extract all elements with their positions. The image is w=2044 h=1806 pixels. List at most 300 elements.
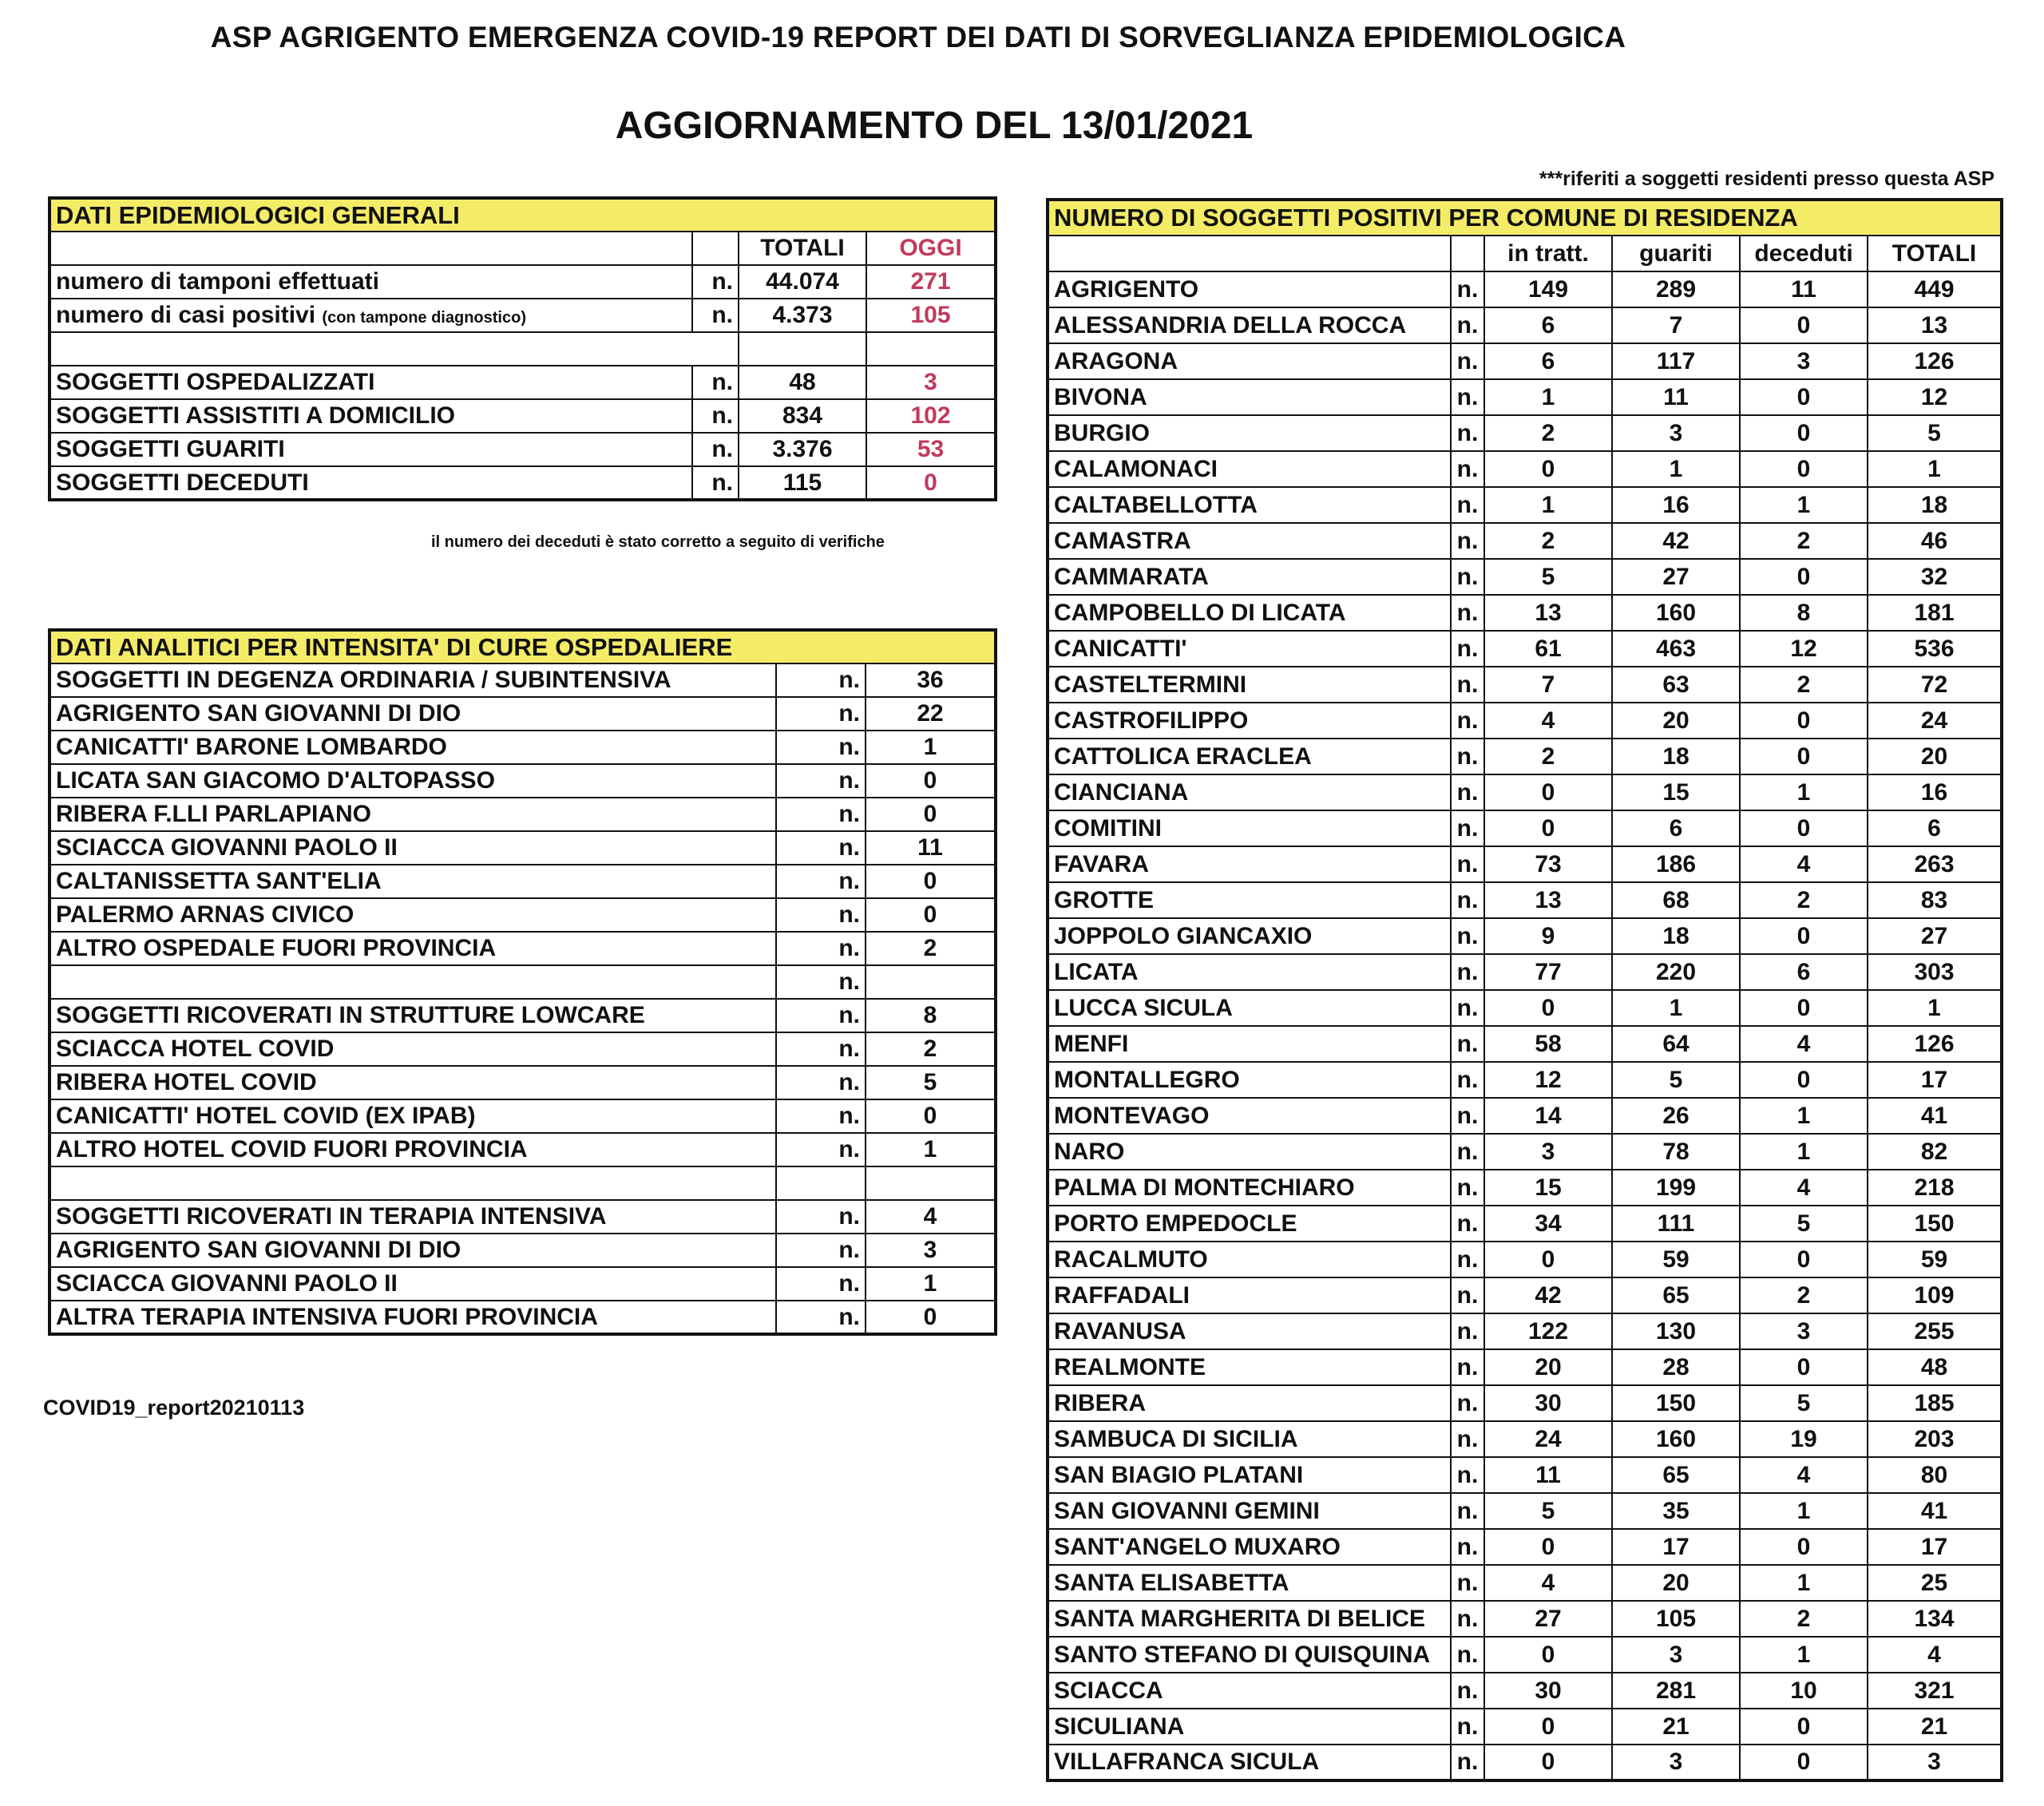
hospital-table-row bbox=[50, 1166, 996, 1200]
municipality-guariti: 1 bbox=[1612, 451, 1740, 487]
municipality-name: GROTTE bbox=[1048, 882, 1451, 918]
hospital-row-value: 1 bbox=[866, 731, 996, 764]
general-row-unit: n. bbox=[692, 299, 739, 332]
municipality-deceduti: 1 bbox=[1740, 1098, 1868, 1134]
col-totali: TOTALI bbox=[739, 232, 866, 265]
municipality-deceduti: 0 bbox=[1740, 703, 1868, 739]
hospital-row-label: ALTRO OSPEDALE FUORI PROVINCIA bbox=[50, 932, 776, 965]
hospital-row-unit: n. bbox=[776, 1032, 866, 1066]
hospital-table-row bbox=[50, 865, 996, 898]
municipality-in-tratt: 12 bbox=[1484, 1062, 1612, 1098]
hospital-row-unit: n. bbox=[776, 898, 866, 932]
hospital-row-value: 22 bbox=[866, 697, 996, 731]
municipality-unit: n. bbox=[1451, 1637, 1484, 1673]
municipality-name: RIBERA bbox=[1048, 1385, 1451, 1421]
report-title: ASP AGRIGENTO EMERGENZA COVID-19 REPORT DEI DATI DI SORVEGLIANZA EPIDEMIOLOGICA bbox=[210, 21, 1626, 53]
hospital-row-unit: n. bbox=[776, 1267, 866, 1301]
hospital-row-value: 11 bbox=[866, 831, 996, 865]
municipality-guariti: 289 bbox=[1612, 271, 1740, 307]
hospital-table-row bbox=[50, 1267, 996, 1301]
general-row-unit: n. bbox=[692, 399, 739, 433]
municipality-unit: n. bbox=[1451, 1529, 1484, 1565]
col-guariti: guariti bbox=[1612, 236, 1740, 271]
municipality-in-tratt: 30 bbox=[1484, 1385, 1612, 1421]
municipality-totali: 1 bbox=[1868, 451, 2002, 487]
municipality-row bbox=[1048, 1098, 2002, 1134]
municipality-totali: 181 bbox=[1868, 595, 2002, 631]
municipality-name: CAMASTRA bbox=[1048, 523, 1451, 559]
municipality-in-tratt: 14 bbox=[1484, 1098, 1612, 1134]
municipality-unit: n. bbox=[1451, 595, 1484, 631]
municipality-deceduti: 0 bbox=[1740, 1745, 1868, 1780]
hospital-row-unit: n. bbox=[776, 1234, 866, 1267]
municipality-in-tratt: 20 bbox=[1484, 1349, 1612, 1385]
general-row-totali: 834 bbox=[739, 399, 866, 433]
municipality-row bbox=[1048, 1026, 2002, 1062]
municipality-guariti: 6 bbox=[1612, 810, 1740, 846]
municipality-guariti: 150 bbox=[1612, 1385, 1740, 1421]
hospital-table-row bbox=[50, 1099, 996, 1133]
municipality-row bbox=[1048, 1673, 2002, 1709]
municipality-table bbox=[1046, 198, 2003, 1782]
municipality-totali: 41 bbox=[1868, 1493, 2002, 1529]
general-row-oggi: 0 bbox=[866, 466, 996, 500]
hospital-row-label: AGRIGENTO SAN GIOVANNI DI DIO bbox=[50, 697, 776, 731]
municipality-totali: 27 bbox=[1868, 918, 2002, 954]
municipality-deceduti: 4 bbox=[1740, 1457, 1868, 1493]
municipality-row bbox=[1048, 882, 2002, 918]
municipality-deceduti: 6 bbox=[1740, 954, 1868, 990]
municipality-in-tratt: 7 bbox=[1484, 667, 1612, 703]
municipality-deceduti: 0 bbox=[1740, 739, 1868, 774]
municipality-unit: n. bbox=[1451, 774, 1484, 810]
municipality-totali: 4 bbox=[1868, 1637, 2002, 1673]
municipality-in-tratt: 1 bbox=[1484, 379, 1612, 415]
hospital-table-row bbox=[50, 898, 996, 932]
hospital-row-unit: n. bbox=[776, 999, 866, 1032]
municipality-name: CANICATTI' bbox=[1048, 631, 1451, 667]
hospital-row-value: 8 bbox=[866, 999, 996, 1032]
municipality-in-tratt: 42 bbox=[1484, 1277, 1612, 1313]
hospital-row-value: 5 bbox=[866, 1066, 996, 1099]
hospital-row-value: 0 bbox=[866, 1301, 996, 1334]
hospital-row-label: SOGGETTI RICOVERATI IN STRUTTURE LOWCARE bbox=[50, 999, 776, 1032]
municipality-guariti: 20 bbox=[1612, 1565, 1740, 1601]
municipality-in-tratt: 2 bbox=[1484, 523, 1612, 559]
municipality-row bbox=[1048, 1565, 2002, 1601]
municipality-deceduti: 1 bbox=[1740, 1637, 1868, 1673]
municipality-name: NARO bbox=[1048, 1134, 1451, 1170]
hospital-data-table bbox=[48, 628, 997, 1336]
municipality-name: PORTO EMPEDOCLE bbox=[1048, 1206, 1451, 1242]
municipality-unit: n. bbox=[1451, 1170, 1484, 1206]
general-table-row bbox=[50, 399, 996, 433]
hospital-row-value: 4 bbox=[866, 1200, 996, 1234]
hospital-row-value bbox=[866, 1166, 996, 1200]
hospital-row-value: 0 bbox=[866, 764, 996, 798]
municipality-row bbox=[1048, 1421, 2002, 1457]
municipality-totali: 13 bbox=[1868, 307, 2002, 343]
municipality-unit: n. bbox=[1451, 631, 1484, 667]
municipality-unit: n. bbox=[1451, 918, 1484, 954]
col-deceduti: deceduti bbox=[1740, 236, 1868, 271]
municipality-totali: 536 bbox=[1868, 631, 2002, 667]
municipality-row bbox=[1048, 451, 2002, 487]
municipality-table-header-row bbox=[1048, 200, 2002, 236]
municipality-unit: n. bbox=[1451, 1673, 1484, 1709]
general-row-unit: n. bbox=[692, 366, 739, 399]
municipality-unit: n. bbox=[1451, 1457, 1484, 1493]
municipality-name: LICATA bbox=[1048, 954, 1451, 990]
hospital-row-label: SOGGETTI RICOVERATI IN TERAPIA INTENSIVA bbox=[50, 1200, 776, 1234]
general-row-label-text: SOGGETTI DECEDUTI bbox=[56, 469, 309, 496]
municipality-totali: 3 bbox=[1868, 1745, 2002, 1780]
municipality-deceduti: 11 bbox=[1740, 271, 1868, 307]
deceased-correction-note: il numero dei deceduti è stato corretto a seguito di verifiche bbox=[431, 533, 885, 551]
municipality-totali: 82 bbox=[1868, 1134, 2002, 1170]
municipality-guariti: 64 bbox=[1612, 1026, 1740, 1062]
municipality-guariti: 18 bbox=[1612, 739, 1740, 774]
hospital-table-row bbox=[50, 764, 996, 798]
general-table-columns-row bbox=[50, 232, 996, 265]
municipality-guariti: 105 bbox=[1612, 1601, 1740, 1637]
general-row-label-text: SOGGETTI GUARITI bbox=[56, 436, 285, 462]
municipality-deceduti: 0 bbox=[1740, 379, 1868, 415]
municipality-deceduti: 1 bbox=[1740, 1493, 1868, 1529]
general-row-label-text: numero di tamponi effettuati bbox=[56, 268, 379, 295]
hospital-row-label: LICATA SAN GIACOMO D'ALTOPASSO bbox=[50, 764, 776, 798]
municipality-totali: 126 bbox=[1868, 343, 2002, 379]
hospital-row-unit: n. bbox=[776, 965, 866, 999]
municipality-name: SANTA MARGHERITA DI BELICE bbox=[1048, 1601, 1451, 1637]
municipality-in-tratt: 0 bbox=[1484, 990, 1612, 1026]
municipality-unit: n. bbox=[1451, 271, 1484, 307]
municipality-name: CAMMARATA bbox=[1048, 559, 1451, 595]
municipality-deceduti: 0 bbox=[1740, 559, 1868, 595]
municipality-row bbox=[1048, 1529, 2002, 1565]
municipality-in-tratt: 0 bbox=[1484, 1709, 1612, 1745]
municipality-guariti: 42 bbox=[1612, 523, 1740, 559]
municipality-deceduti: 0 bbox=[1740, 1709, 1868, 1745]
municipality-name: CIANCIANA bbox=[1048, 774, 1451, 810]
municipality-guariti: 28 bbox=[1612, 1349, 1740, 1385]
municipality-name: SICULIANA bbox=[1048, 1709, 1451, 1745]
municipality-deceduti: 0 bbox=[1740, 990, 1868, 1026]
municipality-totali: 32 bbox=[1868, 559, 2002, 595]
general-row-unit: n. bbox=[692, 265, 739, 299]
municipality-guariti: 160 bbox=[1612, 595, 1740, 631]
municipality-deceduti: 0 bbox=[1740, 1062, 1868, 1098]
municipality-in-tratt: 4 bbox=[1484, 1565, 1612, 1601]
municipality-unit: n. bbox=[1451, 451, 1484, 487]
municipality-row bbox=[1048, 559, 2002, 595]
municipality-unit: n. bbox=[1451, 703, 1484, 739]
general-table-row bbox=[50, 299, 996, 332]
municipality-guariti: 15 bbox=[1612, 774, 1740, 810]
municipality-unit: n. bbox=[1451, 523, 1484, 559]
col-totali: TOTALI bbox=[1868, 236, 2002, 271]
hospital-row-label: RIBERA F.LLI PARLAPIANO bbox=[50, 798, 776, 831]
municipality-deceduti: 1 bbox=[1740, 487, 1868, 523]
municipality-guariti: 27 bbox=[1612, 559, 1740, 595]
municipality-totali: 12 bbox=[1868, 379, 2002, 415]
municipality-row bbox=[1048, 1206, 2002, 1242]
municipality-row bbox=[1048, 703, 2002, 739]
municipality-in-tratt: 0 bbox=[1484, 1637, 1612, 1673]
municipality-totali: 203 bbox=[1868, 1421, 2002, 1457]
municipality-unit: n. bbox=[1451, 1313, 1484, 1349]
municipality-guariti: 220 bbox=[1612, 954, 1740, 990]
municipality-guariti: 68 bbox=[1612, 882, 1740, 918]
municipality-totali: 18 bbox=[1868, 487, 2002, 523]
municipality-in-tratt: 4 bbox=[1484, 703, 1612, 739]
municipality-guariti: 17 bbox=[1612, 1529, 1740, 1565]
municipality-deceduti: 0 bbox=[1740, 1349, 1868, 1385]
municipality-unit: n. bbox=[1451, 1565, 1484, 1601]
hospital-row-label: CANICATTI' HOTEL COVID (EX IPAB) bbox=[50, 1099, 776, 1133]
hospital-row-label: SOGGETTI IN DEGENZA ORDINARIA / SUBINTENSIVA bbox=[50, 663, 776, 697]
general-row-label-text: SOGGETTI OSPEDALIZZATI bbox=[56, 369, 375, 395]
municipality-unit: n. bbox=[1451, 990, 1484, 1026]
general-row-unit: n. bbox=[692, 466, 739, 500]
hospital-table-row bbox=[50, 1032, 996, 1066]
hospital-row-label bbox=[50, 1166, 776, 1200]
municipality-deceduti: 8 bbox=[1740, 595, 1868, 631]
hospital-row-label: ALTRO HOTEL COVID FUORI PROVINCIA bbox=[50, 1133, 776, 1166]
municipality-row bbox=[1048, 1170, 2002, 1206]
hospital-row-unit: n. bbox=[776, 764, 866, 798]
municipality-guariti: 18 bbox=[1612, 918, 1740, 954]
municipality-name: BURGIO bbox=[1048, 415, 1451, 451]
municipality-in-tratt: 61 bbox=[1484, 631, 1612, 667]
municipality-totali: 1 bbox=[1868, 990, 2002, 1026]
municipality-name: CATTOLICA ERACLEA bbox=[1048, 739, 1451, 774]
municipality-unit: n. bbox=[1451, 1709, 1484, 1745]
municipality-table-title: NUMERO DI SOGGETTI POSITIVI PER COMUNE DI RESIDENZA bbox=[1048, 200, 2002, 236]
municipality-row bbox=[1048, 1457, 2002, 1493]
hospital-row-label: CANICATTI' BARONE LOMBARDO bbox=[50, 731, 776, 764]
municipality-guariti: 78 bbox=[1612, 1134, 1740, 1170]
municipality-unit: n. bbox=[1451, 846, 1484, 882]
municipality-in-tratt: 0 bbox=[1484, 810, 1612, 846]
general-row-label bbox=[50, 332, 739, 366]
municipality-totali: 25 bbox=[1868, 1565, 2002, 1601]
general-row-oggi: 271 bbox=[866, 265, 996, 299]
municipality-name: SANT'ANGELO MUXARO bbox=[1048, 1529, 1451, 1565]
municipality-deceduti: 2 bbox=[1740, 882, 1868, 918]
municipality-row bbox=[1048, 271, 2002, 307]
municipality-guariti: 160 bbox=[1612, 1421, 1740, 1457]
municipality-row bbox=[1048, 1493, 2002, 1529]
municipality-row bbox=[1048, 1637, 2002, 1673]
municipality-unit: n. bbox=[1451, 1242, 1484, 1277]
municipality-guariti: 65 bbox=[1612, 1457, 1740, 1493]
municipality-in-tratt: 6 bbox=[1484, 307, 1612, 343]
municipality-totali: 21 bbox=[1868, 1709, 2002, 1745]
municipality-unit: n. bbox=[1451, 1601, 1484, 1637]
hospital-row-unit: n. bbox=[776, 1066, 866, 1099]
municipality-deceduti: 2 bbox=[1740, 523, 1868, 559]
municipality-name: SCIACCA bbox=[1048, 1673, 1451, 1709]
municipality-totali: 17 bbox=[1868, 1529, 2002, 1565]
hospital-table-title: DATI ANALITICI PER INTENSITA' DI CURE OSPEDALIERE bbox=[50, 630, 996, 663]
general-row-oggi: 3 bbox=[866, 366, 996, 399]
municipality-in-tratt: 15 bbox=[1484, 1170, 1612, 1206]
municipality-columns-row bbox=[1048, 236, 2002, 271]
general-table-row bbox=[50, 466, 996, 500]
municipality-unit: n. bbox=[1451, 343, 1484, 379]
municipality-deceduti: 3 bbox=[1740, 1313, 1868, 1349]
municipality-deceduti: 4 bbox=[1740, 1170, 1868, 1206]
municipality-name: MENFI bbox=[1048, 1026, 1451, 1062]
municipality-name: RAFFADALI bbox=[1048, 1277, 1451, 1313]
municipality-row bbox=[1048, 307, 2002, 343]
municipality-in-tratt: 2 bbox=[1484, 415, 1612, 451]
municipality-row bbox=[1048, 1313, 2002, 1349]
hospital-row-unit: n. bbox=[776, 798, 866, 831]
municipality-guariti: 463 bbox=[1612, 631, 1740, 667]
hospital-table-row bbox=[50, 932, 996, 965]
general-table-row bbox=[50, 366, 996, 399]
hospital-row-value bbox=[866, 965, 996, 999]
municipality-row bbox=[1048, 810, 2002, 846]
municipality-name: FAVARA bbox=[1048, 846, 1451, 882]
general-row-label bbox=[50, 366, 692, 399]
municipality-in-tratt: 13 bbox=[1484, 595, 1612, 631]
municipality-guariti: 20 bbox=[1612, 703, 1740, 739]
municipality-deceduti: 2 bbox=[1740, 1277, 1868, 1313]
municipality-row bbox=[1048, 774, 2002, 810]
municipality-name: VILLAFRANCA SICULA bbox=[1048, 1745, 1451, 1780]
municipality-name: LUCCA SICULA bbox=[1048, 990, 1451, 1026]
municipality-deceduti: 3 bbox=[1740, 343, 1868, 379]
general-row-label bbox=[50, 433, 692, 466]
hospital-row-value: 0 bbox=[866, 865, 996, 898]
municipality-row bbox=[1048, 343, 2002, 379]
hospital-row-value: 1 bbox=[866, 1267, 996, 1301]
municipality-name: SANTO STEFANO DI QUISQUINA bbox=[1048, 1637, 1451, 1673]
municipality-guariti: 63 bbox=[1612, 667, 1740, 703]
municipality-guariti: 21 bbox=[1612, 1709, 1740, 1745]
hospital-row-label: PALERMO ARNAS CIVICO bbox=[50, 898, 776, 932]
municipality-unit: n. bbox=[1451, 1206, 1484, 1242]
hospital-row-label: SCIACCA HOTEL COVID bbox=[50, 1032, 776, 1066]
municipality-unit: n. bbox=[1451, 307, 1484, 343]
municipality-guariti: 35 bbox=[1612, 1493, 1740, 1529]
hospital-row-value: 0 bbox=[866, 1099, 996, 1133]
hospital-row-unit: n. bbox=[776, 663, 866, 697]
hospital-table-row bbox=[50, 965, 996, 999]
hospital-row-label bbox=[50, 965, 776, 999]
municipality-totali: 303 bbox=[1868, 954, 2002, 990]
municipality-name: SANTA ELISABETTA bbox=[1048, 1565, 1451, 1601]
municipality-guariti: 3 bbox=[1612, 1637, 1740, 1673]
municipality-guariti: 16 bbox=[1612, 487, 1740, 523]
general-row-totali: 44.074 bbox=[739, 265, 866, 299]
general-row-label bbox=[50, 299, 692, 332]
municipality-name: CALAMONACI bbox=[1048, 451, 1451, 487]
municipality-deceduti: 5 bbox=[1740, 1385, 1868, 1421]
municipality-name: MONTALLEGRO bbox=[1048, 1062, 1451, 1098]
municipality-totali: 24 bbox=[1868, 703, 2002, 739]
hospital-row-value: 2 bbox=[866, 1032, 996, 1066]
col-oggi: OGGI bbox=[866, 232, 996, 265]
hospital-table-row bbox=[50, 1200, 996, 1234]
general-row-totali: 48 bbox=[739, 366, 866, 399]
municipality-deceduti: 0 bbox=[1740, 810, 1868, 846]
general-row-oggi: 102 bbox=[866, 399, 996, 433]
municipality-guariti: 117 bbox=[1612, 343, 1740, 379]
municipality-in-tratt: 122 bbox=[1484, 1313, 1612, 1349]
municipality-row bbox=[1048, 523, 2002, 559]
hospital-row-value: 36 bbox=[866, 663, 996, 697]
municipality-row bbox=[1048, 379, 2002, 415]
municipality-totali: 150 bbox=[1868, 1206, 2002, 1242]
municipality-unit: n. bbox=[1451, 1421, 1484, 1457]
municipality-deceduti: 1 bbox=[1740, 774, 1868, 810]
municipality-row bbox=[1048, 846, 2002, 882]
general-row-label bbox=[50, 265, 692, 299]
hospital-row-unit: n. bbox=[776, 1099, 866, 1133]
general-row-unit: n. bbox=[692, 433, 739, 466]
hospital-table-row bbox=[50, 1234, 996, 1267]
municipality-totali: 185 bbox=[1868, 1385, 2002, 1421]
municipality-name: CASTROFILIPPO bbox=[1048, 703, 1451, 739]
municipality-totali: 83 bbox=[1868, 882, 2002, 918]
municipality-in-tratt: 149 bbox=[1484, 271, 1612, 307]
municipality-totali: 255 bbox=[1868, 1313, 2002, 1349]
municipality-in-tratt: 6 bbox=[1484, 343, 1612, 379]
municipality-in-tratt: 24 bbox=[1484, 1421, 1612, 1457]
municipality-name: SAN GIOVANNI GEMINI bbox=[1048, 1493, 1451, 1529]
municipality-in-tratt: 0 bbox=[1484, 451, 1612, 487]
hospital-row-value: 0 bbox=[866, 798, 996, 831]
municipality-unit: n. bbox=[1451, 810, 1484, 846]
hospital-row-label: SCIACCA GIOVANNI PAOLO II bbox=[50, 831, 776, 865]
hospital-row-label: SCIACCA GIOVANNI PAOLO II bbox=[50, 1267, 776, 1301]
municipality-row bbox=[1048, 1277, 2002, 1313]
municipality-name: REALMONTE bbox=[1048, 1349, 1451, 1385]
municipality-deceduti: 2 bbox=[1740, 667, 1868, 703]
hospital-row-unit: n. bbox=[776, 1133, 866, 1166]
municipality-guariti: 186 bbox=[1612, 846, 1740, 882]
municipality-in-tratt: 2 bbox=[1484, 739, 1612, 774]
municipality-unit: n. bbox=[1451, 1134, 1484, 1170]
municipality-totali: 72 bbox=[1868, 667, 2002, 703]
municipality-name: SAMBUCA DI SICILIA bbox=[1048, 1421, 1451, 1457]
municipality-row bbox=[1048, 415, 2002, 451]
general-row-label-text: numero di casi positivi bbox=[56, 302, 316, 328]
hospital-table-row bbox=[50, 999, 996, 1032]
municipality-in-tratt: 27 bbox=[1484, 1601, 1612, 1637]
municipality-row bbox=[1048, 1062, 2002, 1098]
municipality-name: BIVONA bbox=[1048, 379, 1451, 415]
hospital-table-row bbox=[50, 663, 996, 697]
general-row-totali: 3.376 bbox=[739, 433, 866, 466]
municipality-deceduti: 4 bbox=[1740, 1026, 1868, 1062]
municipality-totali: 218 bbox=[1868, 1170, 2002, 1206]
municipality-row bbox=[1048, 739, 2002, 774]
hospital-table-header-row bbox=[50, 630, 996, 663]
municipality-guariti: 111 bbox=[1612, 1206, 1740, 1242]
municipality-in-tratt: 9 bbox=[1484, 918, 1612, 954]
municipality-unit: n. bbox=[1451, 1098, 1484, 1134]
municipality-name: SAN BIAGIO PLATANI bbox=[1048, 1457, 1451, 1493]
municipality-in-tratt: 11 bbox=[1484, 1457, 1612, 1493]
hospital-row-unit: n. bbox=[776, 731, 866, 764]
municipality-deceduti: 0 bbox=[1740, 1242, 1868, 1277]
general-table-title: DATI EPIDEMIOLOGICI GENERALI bbox=[50, 198, 996, 232]
